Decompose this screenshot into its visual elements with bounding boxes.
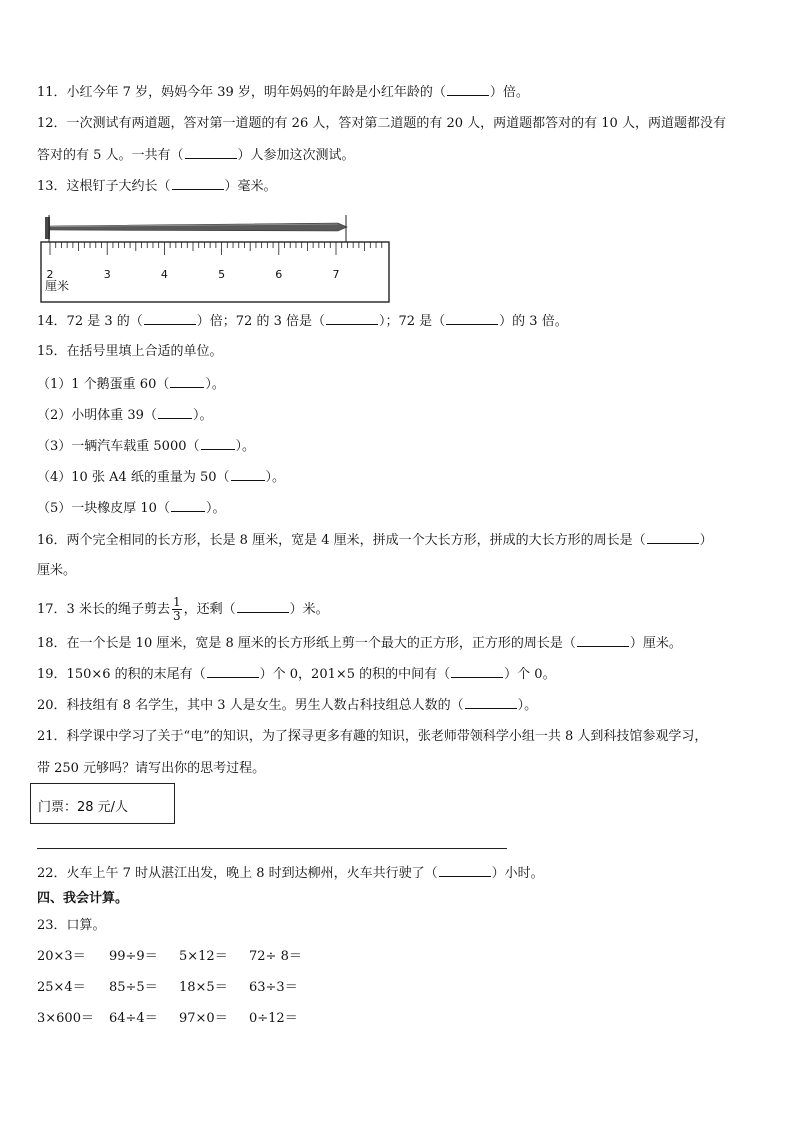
q21-text: 21．科学课中学习了关于“电”的知识，为了探寻更多有趣的知识，张老师带领科学小组一共 8 人到科技馆参观学习， — [37, 729, 708, 744]
q23-title: 23．口算。 — [37, 918, 106, 933]
calc-item: 64÷4＝ — [109, 1011, 158, 1026]
calc-item: 63÷3＝ — [249, 980, 298, 995]
ruler-label: 3 — [103, 268, 111, 281]
q18-blank[interactable] — [577, 634, 629, 647]
q15-title: 15．在括号里填上合适的单位。 — [37, 344, 223, 359]
ruler-label: 2 — [46, 268, 54, 281]
q19-blank-1[interactable] — [207, 665, 259, 678]
q15-item-4 — [37, 468, 285, 487]
q15-blank-4[interactable] — [231, 468, 265, 481]
section-4-heading — [37, 890, 128, 908]
calc-item: 0÷12＝ — [249, 1011, 298, 1026]
section-4-title: 四、我会计算。 — [37, 891, 129, 906]
calc-item: 20×3＝ — [37, 949, 86, 964]
question-21-line2 — [37, 760, 265, 778]
q15-item-2 — [37, 406, 212, 425]
q11-text-end: ）倍。 — [489, 85, 529, 100]
question-20 — [37, 696, 537, 715]
ruler-label: 5 — [218, 268, 226, 281]
ruler-label: 4 — [160, 268, 168, 281]
q22-text: 22．火车上午 7 时从湛江出发，晚上 8 时到达柳州，火车共行驶了（ — [37, 866, 438, 881]
calc-item: 99÷9＝ — [109, 949, 158, 964]
question-19 — [37, 665, 556, 684]
calc-item: 72÷ 8＝ — [249, 949, 302, 964]
calc-item: 85÷5＝ — [109, 980, 158, 995]
ticket-price-box — [30, 783, 175, 824]
q15-item-3-end: ）。 — [235, 439, 256, 454]
q15-blank-1[interactable] — [170, 375, 204, 388]
q14-blank-3[interactable] — [446, 312, 498, 325]
q20-text-end: ）。 — [517, 698, 538, 713]
q12-text-3: ）人参加这次测试。 — [237, 148, 355, 163]
answer-line[interactable] — [37, 848, 507, 849]
question-13 — [37, 177, 277, 196]
q19-text-c: ）个 0。 — [504, 667, 556, 682]
question-11 — [37, 83, 529, 102]
q15-item-2-text: （2）小明体重 39（ — [37, 408, 157, 423]
nail-icon — [45, 217, 347, 239]
q13-text: 13．这根钉子大约长（ — [37, 179, 171, 194]
question-12-line1 — [37, 115, 726, 133]
q14-text-a: 14．72 是 3 的（ — [37, 314, 143, 329]
q18-text-end: ）厘米。 — [629, 636, 682, 651]
q12-blank[interactable] — [185, 146, 237, 159]
q20-blank[interactable] — [465, 696, 517, 709]
q14-blank-2[interactable] — [326, 312, 378, 325]
question-12-line2 — [37, 146, 355, 165]
q12-text: 12．一次测试有两道题，答对第一道题的有 26 人，答对第二道题的有 20 人，两道题都答对的有 10 人，两道题都没有 — [37, 116, 726, 131]
nail-ruler-figure — [38, 207, 393, 307]
question-23-title — [37, 917, 106, 935]
ticket-price-label: 门票：28 元/人 — [38, 800, 129, 815]
q13-text-end: ）毫米。 — [224, 179, 277, 194]
q15-item-1-text: （1）1 个鹅蛋重 60（ — [37, 377, 170, 392]
q16-text: 16．两个完全相同的长方形，长是 8 厘米，宽是 4 厘米，拼成一个大长方形，拼成的大长方形的周长是（ — [37, 533, 646, 548]
fraction-denominator: 3 — [172, 609, 181, 623]
q17-text-2: ，还剩（ — [183, 602, 236, 617]
q16-blank[interactable] — [647, 531, 699, 544]
question-14 — [37, 312, 568, 331]
calc-item: 3×600＝ — [37, 1011, 94, 1026]
q19-text-a: 19．150×6 的积的末尾有（ — [37, 667, 206, 682]
q22-text-end: ）小时。 — [491, 866, 544, 881]
q15-item-4-end: ）。 — [265, 470, 286, 485]
q15-item-5 — [37, 499, 225, 518]
calc-item: 18×5＝ — [179, 980, 228, 995]
fraction-numerator: 1 — [172, 595, 181, 609]
q15-blank-5[interactable] — [171, 499, 205, 512]
q19-text-b: ）个 0，201×5 的积的中间有（ — [259, 667, 451, 682]
question-18 — [37, 634, 682, 653]
calc-item: 97×0＝ — [179, 1011, 228, 1026]
q14-blank-1[interactable] — [144, 312, 196, 325]
q20-text: 20．科技组有 8 名学生，其中 3 人是女生。男生人数占科技组总人数的（ — [37, 698, 464, 713]
question-22 — [37, 864, 544, 883]
q16-text-end: ） — [699, 533, 713, 548]
calc-item: 5×12＝ — [179, 949, 228, 964]
ruler-label: 6 — [275, 268, 283, 281]
q15-item-1 — [37, 375, 225, 394]
q15-blank-3[interactable] — [201, 437, 235, 450]
q14-text-d: ）的 3 倍。 — [499, 314, 568, 329]
q16-text-2: 厘米。 — [37, 563, 77, 578]
q17-text-end: ）米。 — [289, 602, 329, 617]
q15-item-3-text: （3）一辆汽车载重 5000（ — [37, 439, 200, 454]
q12-text-2: 答对的有 5 人。一共有（ — [37, 148, 184, 163]
q13-blank[interactable] — [172, 177, 224, 190]
question-16-line1 — [37, 531, 713, 550]
q15-item-3 — [37, 437, 255, 456]
q15-item-5-end: ）。 — [205, 501, 226, 516]
q21-text-2: 带 250 元够吗？请写出你的思考过程。 — [37, 761, 266, 776]
q14-text-b: ）倍；72 的 3 倍是（ — [196, 314, 325, 329]
q15-blank-2[interactable] — [158, 406, 192, 419]
ruler-unit: 厘米 — [45, 279, 70, 293]
q14-text-c: ）；72 是（ — [378, 314, 446, 329]
q19-blank-2[interactable] — [451, 665, 503, 678]
q11-text: 11．小红今年 7 岁，妈妈今年 39 岁，明年妈妈的年龄是小红年龄的（ — [37, 85, 446, 100]
question-15-title — [37, 343, 223, 361]
q22-blank[interactable] — [439, 864, 491, 877]
question-16-line2 — [37, 562, 76, 580]
question-21-line1 — [37, 728, 707, 746]
q15-item-4-text: （4）10 张 A4 纸的重量为 50（ — [37, 470, 230, 485]
ruler-label: 7 — [332, 268, 340, 281]
q15-item-5-text: （5）一块橡皮厚 10（ — [37, 501, 170, 516]
fraction-one-third — [172, 596, 182, 623]
q15-item-1-end: ）。 — [205, 377, 225, 392]
q11-blank[interactable] — [447, 83, 489, 96]
q15-item-2-end: ）。 — [192, 408, 213, 423]
question-17 — [37, 596, 329, 623]
calc-item: 25×4＝ — [37, 980, 86, 995]
q17-blank[interactable] — [237, 600, 289, 613]
q18-text: 18．在一个长是 10 厘米，宽是 8 厘米的长方形纸上剪一个最大的正方形，正方形的周长是（ — [37, 636, 576, 651]
q17-text: 17．3 米长的绳子剪去 — [37, 602, 170, 617]
